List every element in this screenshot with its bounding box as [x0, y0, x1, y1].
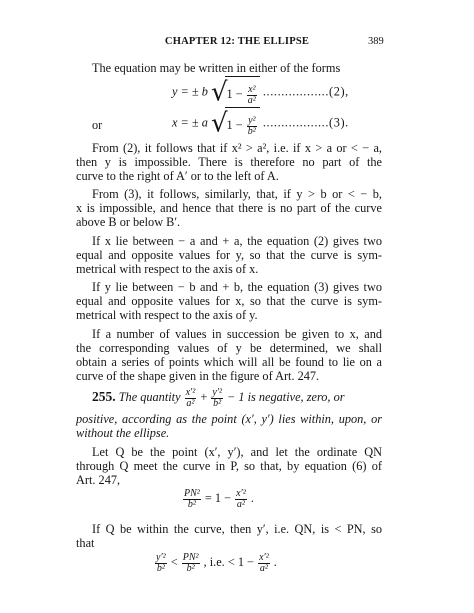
p1-line-2: then y is impossible. There is therefore no part of the [76, 155, 382, 169]
eq2-fraction: $\frac{\text{x²}}{\text{a²}}$ [247, 83, 256, 106]
eq7-fraction-1: $\frac{\text{y′²}}{\text{b²}}$ [156, 551, 166, 574]
intro-line: The equation may be written in either of the forms [92, 61, 341, 75]
or-word: or [92, 118, 103, 132]
s255-line-2: positive, according as the point (x′, y′) lies within, upon, or [76, 412, 382, 426]
eq7-fraction-3: $\frac{\text{x′²}}{\text{a²}}$ [259, 551, 269, 574]
p7-line-1: If Q be within the curve, then y′, i.e. QN, is < PN, so [92, 522, 382, 536]
p6-line-2: through Q meet the curve in P, so that, by equation (6) of [76, 459, 382, 473]
eq3-rad-lead: 1 − [226, 118, 243, 132]
p6-line-1: Let Q be the point (x′, y′), and let the ordinate QN [92, 445, 382, 459]
equation-2 [172, 76, 349, 109]
eq6-fraction-lhs: $\frac{\text{PN²}}{\text{b²}}$ [184, 487, 200, 510]
p5-line-4: curve of the shape given in the figure of Art. 247. [76, 369, 320, 383]
running-header: CHAPTER 12: THE ELLIPSE [164, 36, 310, 47]
p3-line-3: metrical with respect to the axis of x. [76, 262, 259, 276]
eq6-fraction-rhs: $\frac{\text{x′²}}{\text{a²}}$ [236, 487, 246, 510]
p3-line-1: If x lie between − a and + a, the equation (2) gives two [92, 234, 382, 248]
eq2-sqrt: √1 − $\frac{\text{x²}}{\text{a²}}$ [211, 76, 260, 109]
p5-line-3: obtain a series of points which will all be found to lie on a [76, 355, 382, 369]
p4-line-3: metrical with respect to the axis of y. [76, 308, 258, 322]
p1-line-3: curve to the right of A′ or to the left of A. [76, 169, 279, 183]
s255-fraction-2: $\frac{\text{y′²}}{\text{b²}}$ [212, 386, 222, 409]
eq2-rad-lead: 1 − [226, 87, 243, 101]
p2-line-1: From (3), it follows, similarly, that, if y > b or < − b, [92, 187, 382, 201]
eq2-label: ..................(2), [262, 84, 349, 99]
section-255-heading: 255. The quantity $\frac{\text{x′²}}{\text{a²}}$ + $\frac{\text{y′²}}{\text{b²}}$ − 1 is negative, zero, or [92, 386, 345, 409]
equation-3 [172, 107, 349, 140]
inequality: $\frac{\text{y′²}}{\text{b²}}$ < $\frac{\text{PN²}}{\text{b²}}$ , i.e. < 1 − $\frac{\text{x′²}}{\text{a²}}$ . [156, 551, 277, 574]
p5-line-1: If a number of values in succession be given to x, and [92, 327, 382, 341]
p7-line-2: that [76, 536, 95, 550]
eq2-lhs: y = ± b [172, 84, 208, 99]
p5-line-2: the corresponding values of y be determined, we shall [76, 341, 382, 355]
s255-fraction-1: $\frac{\text{x′²}}{\text{a²}}$ [185, 386, 196, 409]
p2-line-3: above B or below B′. [76, 215, 181, 229]
section-number: 255. [92, 389, 116, 404]
p4-line-2: equal and opposite values for x, so that the curve is sym- [76, 294, 382, 308]
p6-line-3: Art. 247, [76, 473, 121, 487]
p3-line-2: equal and opposite values for y, so that the curve is sym- [76, 248, 382, 262]
p2-line-2: x is impossible, and hence that there is no part of the curve [76, 201, 382, 215]
eq3-fraction: $\frac{\text{y²}}{\text{b²}}$ [247, 114, 256, 137]
equation-pn: $\frac{\text{PN²}}{\text{b²}}$ = 1 − $\frac{\text{x′²}}{\text{a²}}$ . [184, 487, 254, 510]
p1-line-1: From (2), it follows that if x² > a², i.e. if x > a or < − a, [92, 141, 382, 155]
page-number: 389 [368, 36, 384, 47]
eq3-lhs: x = ± a [172, 115, 208, 130]
eq7-fraction-2: $\frac{\text{PN²}}{\text{b²}}$ [182, 551, 199, 574]
eq3-sqrt: √1 − $\frac{\text{y²}}{\text{b²}}$ [211, 107, 260, 140]
p4-line-1: If y lie between − b and + b, the equation (3) gives two [92, 280, 382, 294]
eq3-label: ..................(3). [262, 115, 349, 130]
s255-line-3: without the ellipse. [76, 426, 170, 440]
